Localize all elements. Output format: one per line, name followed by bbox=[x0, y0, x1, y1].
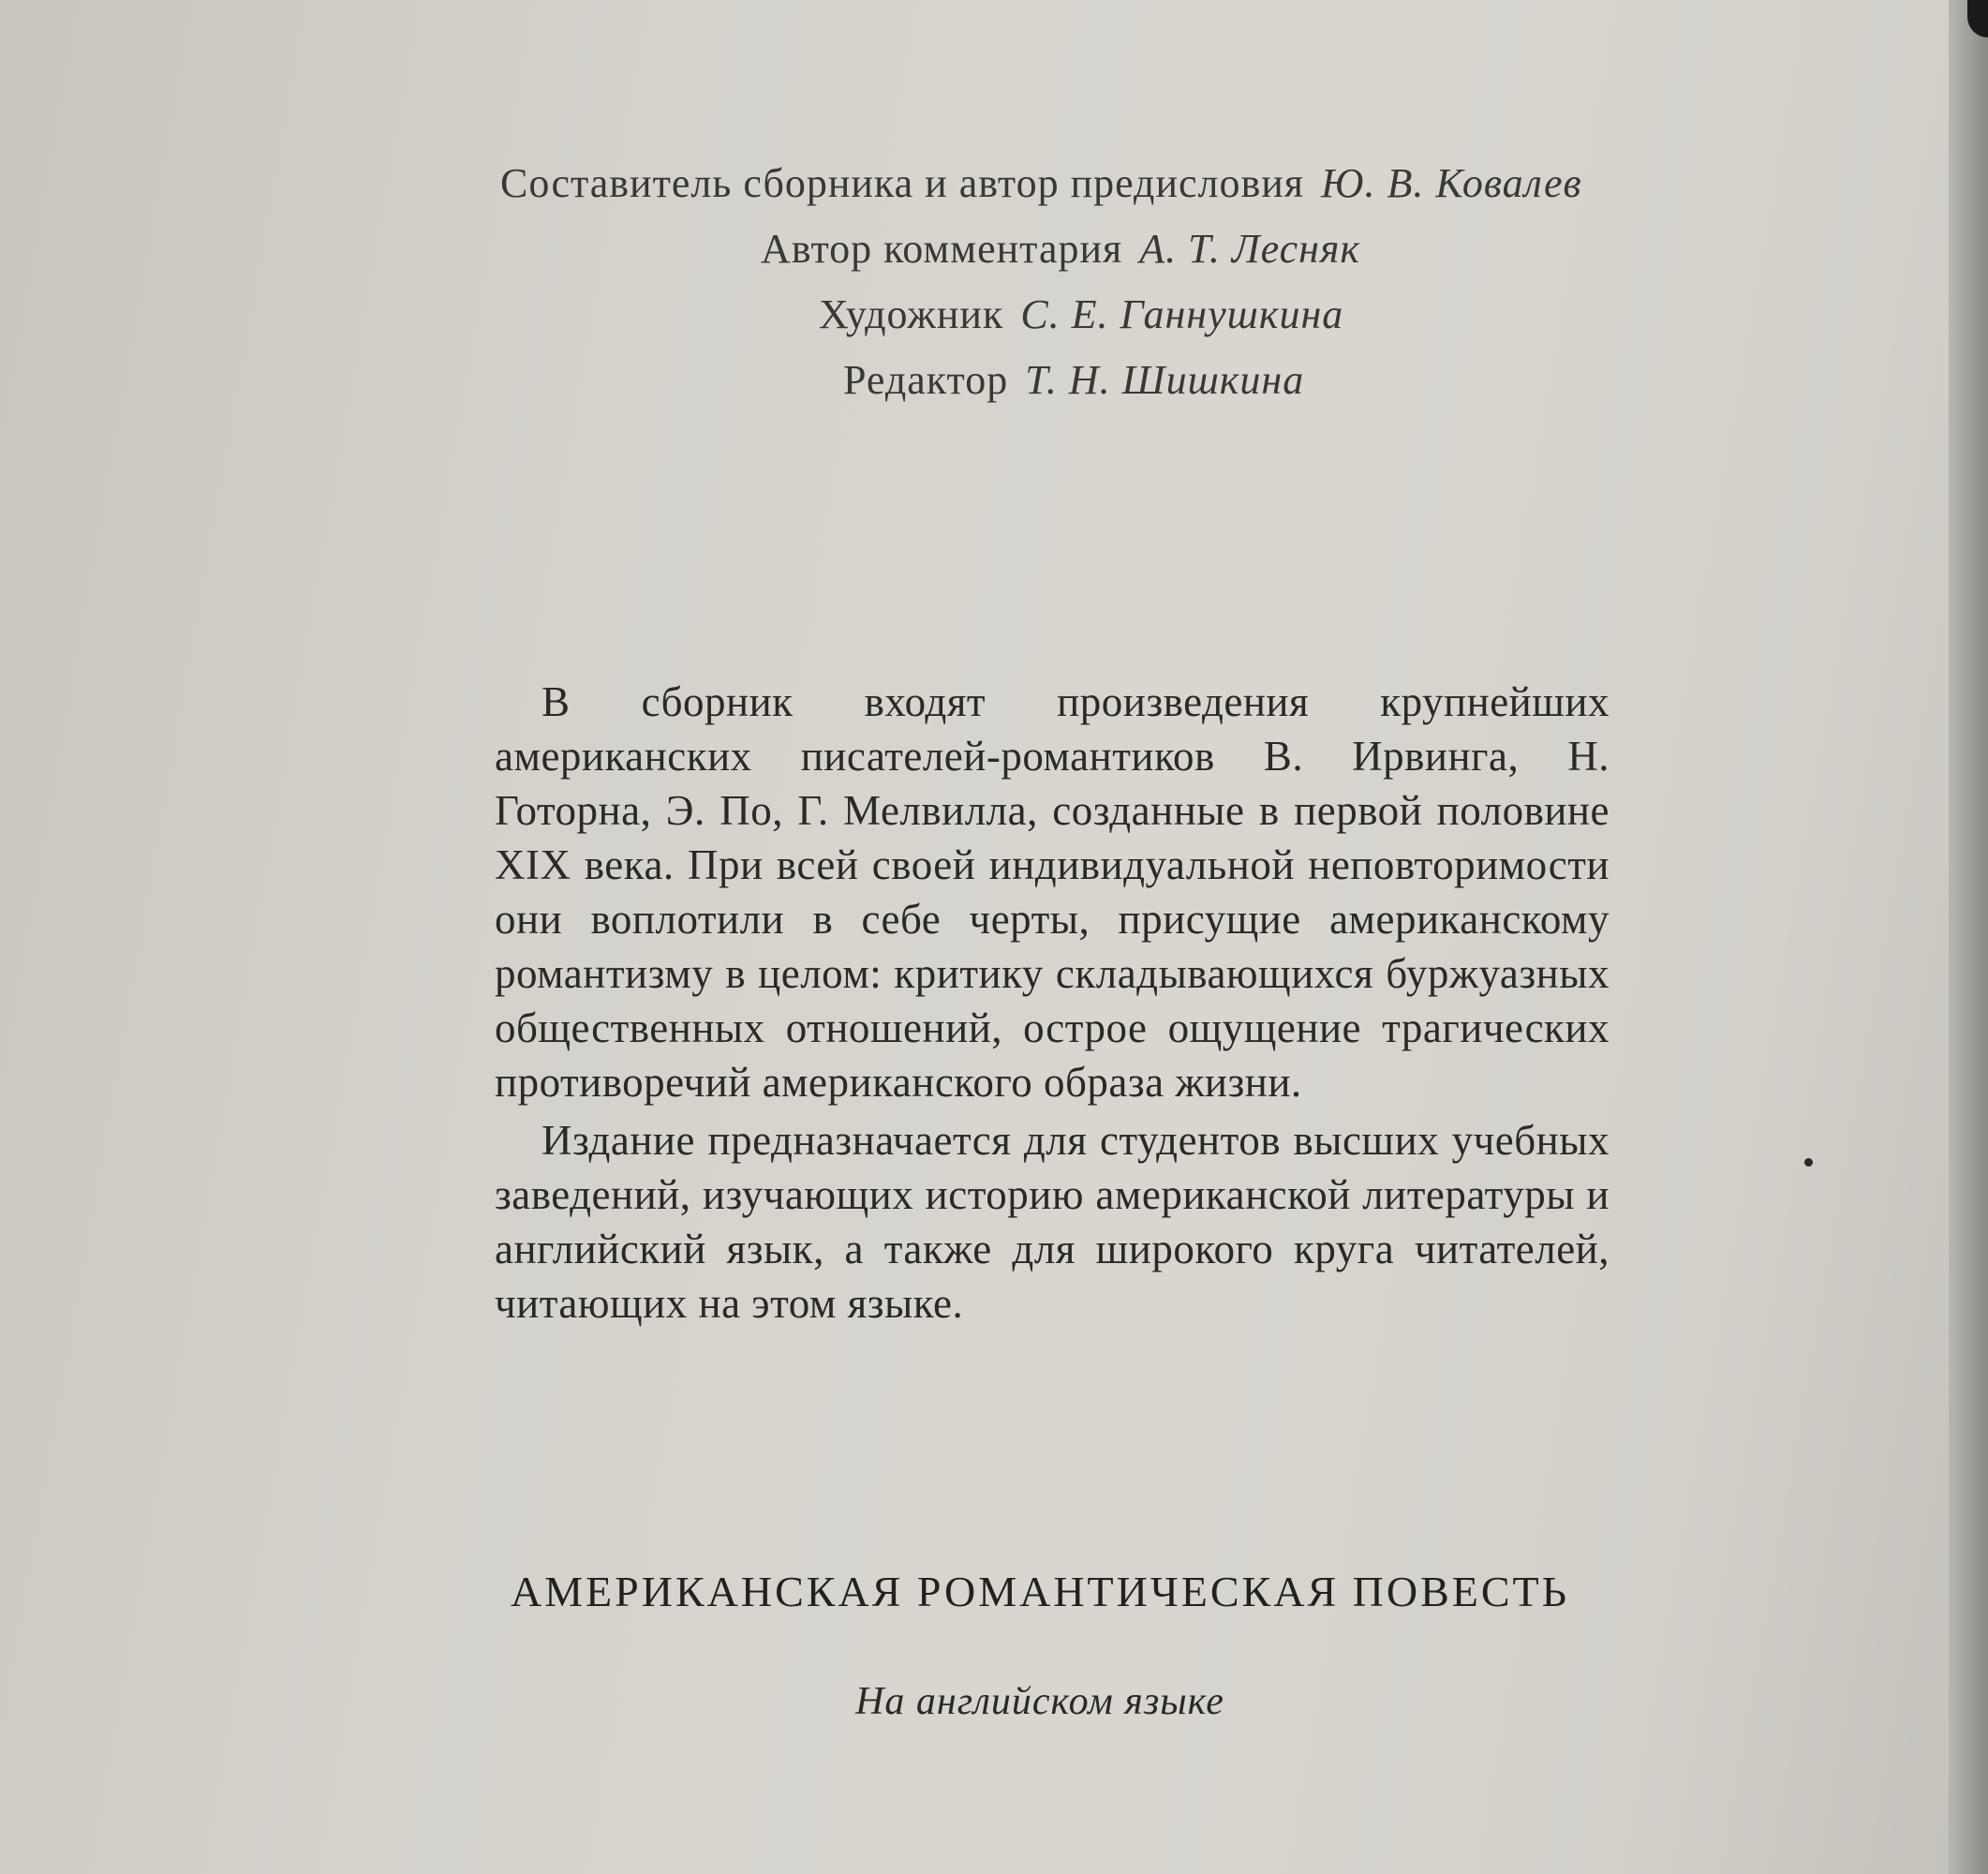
credit-artist bbox=[819, 290, 1343, 338]
credit-role: Составитель сборника и автор предисловия bbox=[500, 160, 1305, 206]
credit-compiler bbox=[500, 159, 1582, 207]
credit-name: А. Т. Лесняк bbox=[1139, 226, 1360, 272]
annotation-paragraph: В сборник входят произведения крупнейших американских писателей-романтиков В. Ирвинга, Н. Готорна, Э. По, Г. Мелвилла, созданные в первой половине XIX века. При всей своей индивидуальной неповторимости они воплотили в себе черты, присущие американскому романтизму в целом: критику складывающихся буржуазных общественных отношений, острое ощущение трагических противоречий американского образа жизни. bbox=[495, 678, 1610, 1106]
credit-name: Ю. В. Ковалев bbox=[1321, 160, 1582, 206]
annotation-block bbox=[495, 675, 1610, 1331]
language-note: На английском языке bbox=[855, 1680, 1224, 1723]
credit-role: Редактор bbox=[843, 357, 1009, 403]
ink-speck bbox=[1804, 1158, 1813, 1167]
credit-name: С. Е. Ганнушкина bbox=[1020, 291, 1344, 337]
credit-name: Т. Н. Шишкина bbox=[1025, 357, 1305, 403]
annotation-paragraph: Издание предназначается для студентов высших учебных заведений, изучающих историю американской литературы и английский язык, а также для широкого круга читателей, читающих на этом языке. bbox=[495, 1117, 1610, 1327]
credit-role: Автор комментария bbox=[761, 226, 1123, 272]
book-title: АМЕРИКАНСКАЯ РОМАНТИЧЕСКАЯ ПОВЕСТЬ bbox=[510, 1568, 1570, 1615]
credit-role: Художник bbox=[819, 291, 1004, 337]
credit-editor bbox=[843, 356, 1304, 404]
credit-commentary bbox=[761, 225, 1360, 273]
page-edge-shadow bbox=[1949, 0, 1988, 1874]
